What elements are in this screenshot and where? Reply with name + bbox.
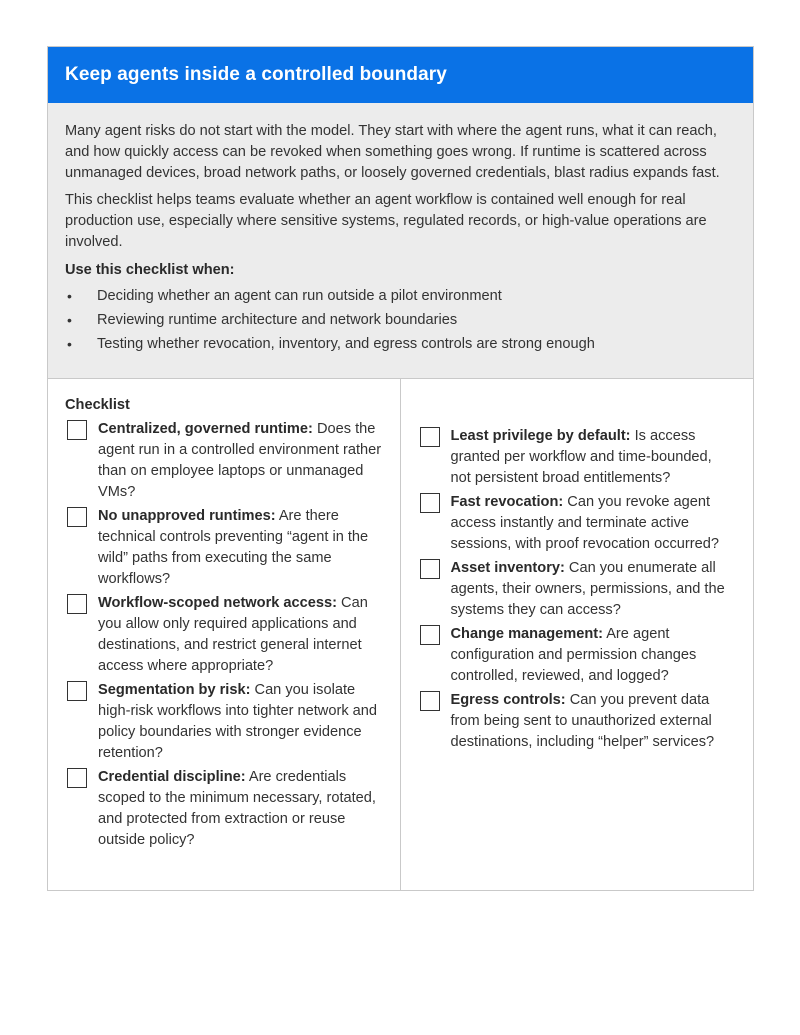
bullet-icon: • [67, 288, 72, 304]
page-title: Keep agents inside a controlled boundary [65, 64, 447, 85]
card-header [48, 47, 753, 103]
checklist-item [65, 680, 383, 764]
intro-paragraph: This checklist helps teams evaluate whether an agent workflow is contained well enough for real production use, especially where sensitive systems, regulated records, or high-value operations are involved. [65, 192, 707, 250]
item-label: Credential discipline: [98, 769, 246, 785]
checklist-item [418, 624, 737, 687]
item-label: No unapproved runtimes: [98, 508, 276, 524]
item-label: Centralized, governed runtime: [98, 421, 313, 437]
checklist-right-column [401, 379, 754, 890]
use-when-heading: Use this checklist when: [65, 262, 235, 278]
intro-section [48, 103, 753, 379]
item-description: Can you prevent data from being sent to unauthorized external destinations, including “helper” services? [450, 692, 715, 750]
item-description: Can you revoke agent access instantly and terminate active sessions, with proof revocation occurred? [450, 494, 719, 552]
item-label: Change management: [450, 626, 603, 642]
checklist-item [418, 426, 737, 489]
list-item: • Deciding whether an agent can run outside a pilot environment [65, 284, 736, 308]
checkbox[interactable] [420, 493, 440, 513]
checklist-columns [48, 379, 753, 890]
checkbox[interactable] [420, 559, 440, 579]
checkbox[interactable] [67, 594, 87, 614]
checkbox[interactable] [67, 420, 87, 440]
checklist-heading: Checklist [65, 397, 130, 413]
item-label: Workflow-scoped network access: [98, 595, 337, 611]
item-label: Egress controls: [450, 692, 566, 708]
item-label: Least privilege by default: [450, 428, 631, 444]
item-description: Does the agent run in a controlled environment rather than on employee laptops or unmanaged VMs? [98, 421, 382, 500]
checklist-item [418, 558, 737, 621]
checklist-item [418, 690, 737, 753]
item-description: Are agent configuration and permission changes controlled, reviewed, and logged? [450, 626, 697, 684]
list-item: • Testing whether revocation, inventory, and egress controls are strong enough [65, 332, 736, 356]
intro-paragraph: Many agent risks do not start with the model. They start with where the agent runs, what it can reach, and how quickly access can be revoked when something goes wrong. If runtime is scattered across unmanaged devices, broad network paths, or loosely governed credentials, blast radius expands fast. [65, 123, 720, 181]
checkbox[interactable] [67, 507, 87, 527]
item-label: Fast revocation: [450, 494, 564, 510]
checklist-item [65, 506, 383, 590]
item-description: Is access granted per workflow and time-bounded, not persistent broad entitlements? [450, 428, 712, 486]
list-item: • Reviewing runtime architecture and network boundaries [65, 308, 736, 332]
item-label: Segmentation by risk: [98, 682, 251, 698]
checkbox[interactable] [67, 681, 87, 701]
item-description: Are credentials scoped to the minimum necessary, rotated, and protected from extraction or reuse outside policy? [98, 769, 376, 848]
checklist-item [65, 593, 383, 677]
item-description: Can you enumerate all agents, their owners, permissions, and the systems they can access? [450, 560, 725, 618]
item-description: Can you isolate high-risk workflows into tighter network and policy boundaries with stronger evidence retention? [98, 682, 378, 761]
checkbox[interactable] [67, 768, 87, 788]
checklist-item [418, 492, 737, 555]
checkbox[interactable] [420, 691, 440, 711]
item-label: Asset inventory: [450, 560, 565, 576]
checkbox[interactable] [420, 625, 440, 645]
bullet-icon: • [67, 336, 72, 352]
checklist-item [65, 767, 383, 851]
checklist-left-column [48, 379, 401, 890]
checkbox[interactable] [420, 427, 440, 447]
bullet-icon: • [67, 312, 72, 328]
item-description: Are there technical controls preventing “agent in the wild” paths from executing the same workflows? [98, 508, 369, 587]
use-when-list [65, 284, 736, 356]
item-description: Can you allow only required applications and destinations, and restrict general internet access where appropriate? [98, 595, 368, 674]
checklist-item [65, 419, 383, 503]
checklist-card [47, 46, 754, 891]
